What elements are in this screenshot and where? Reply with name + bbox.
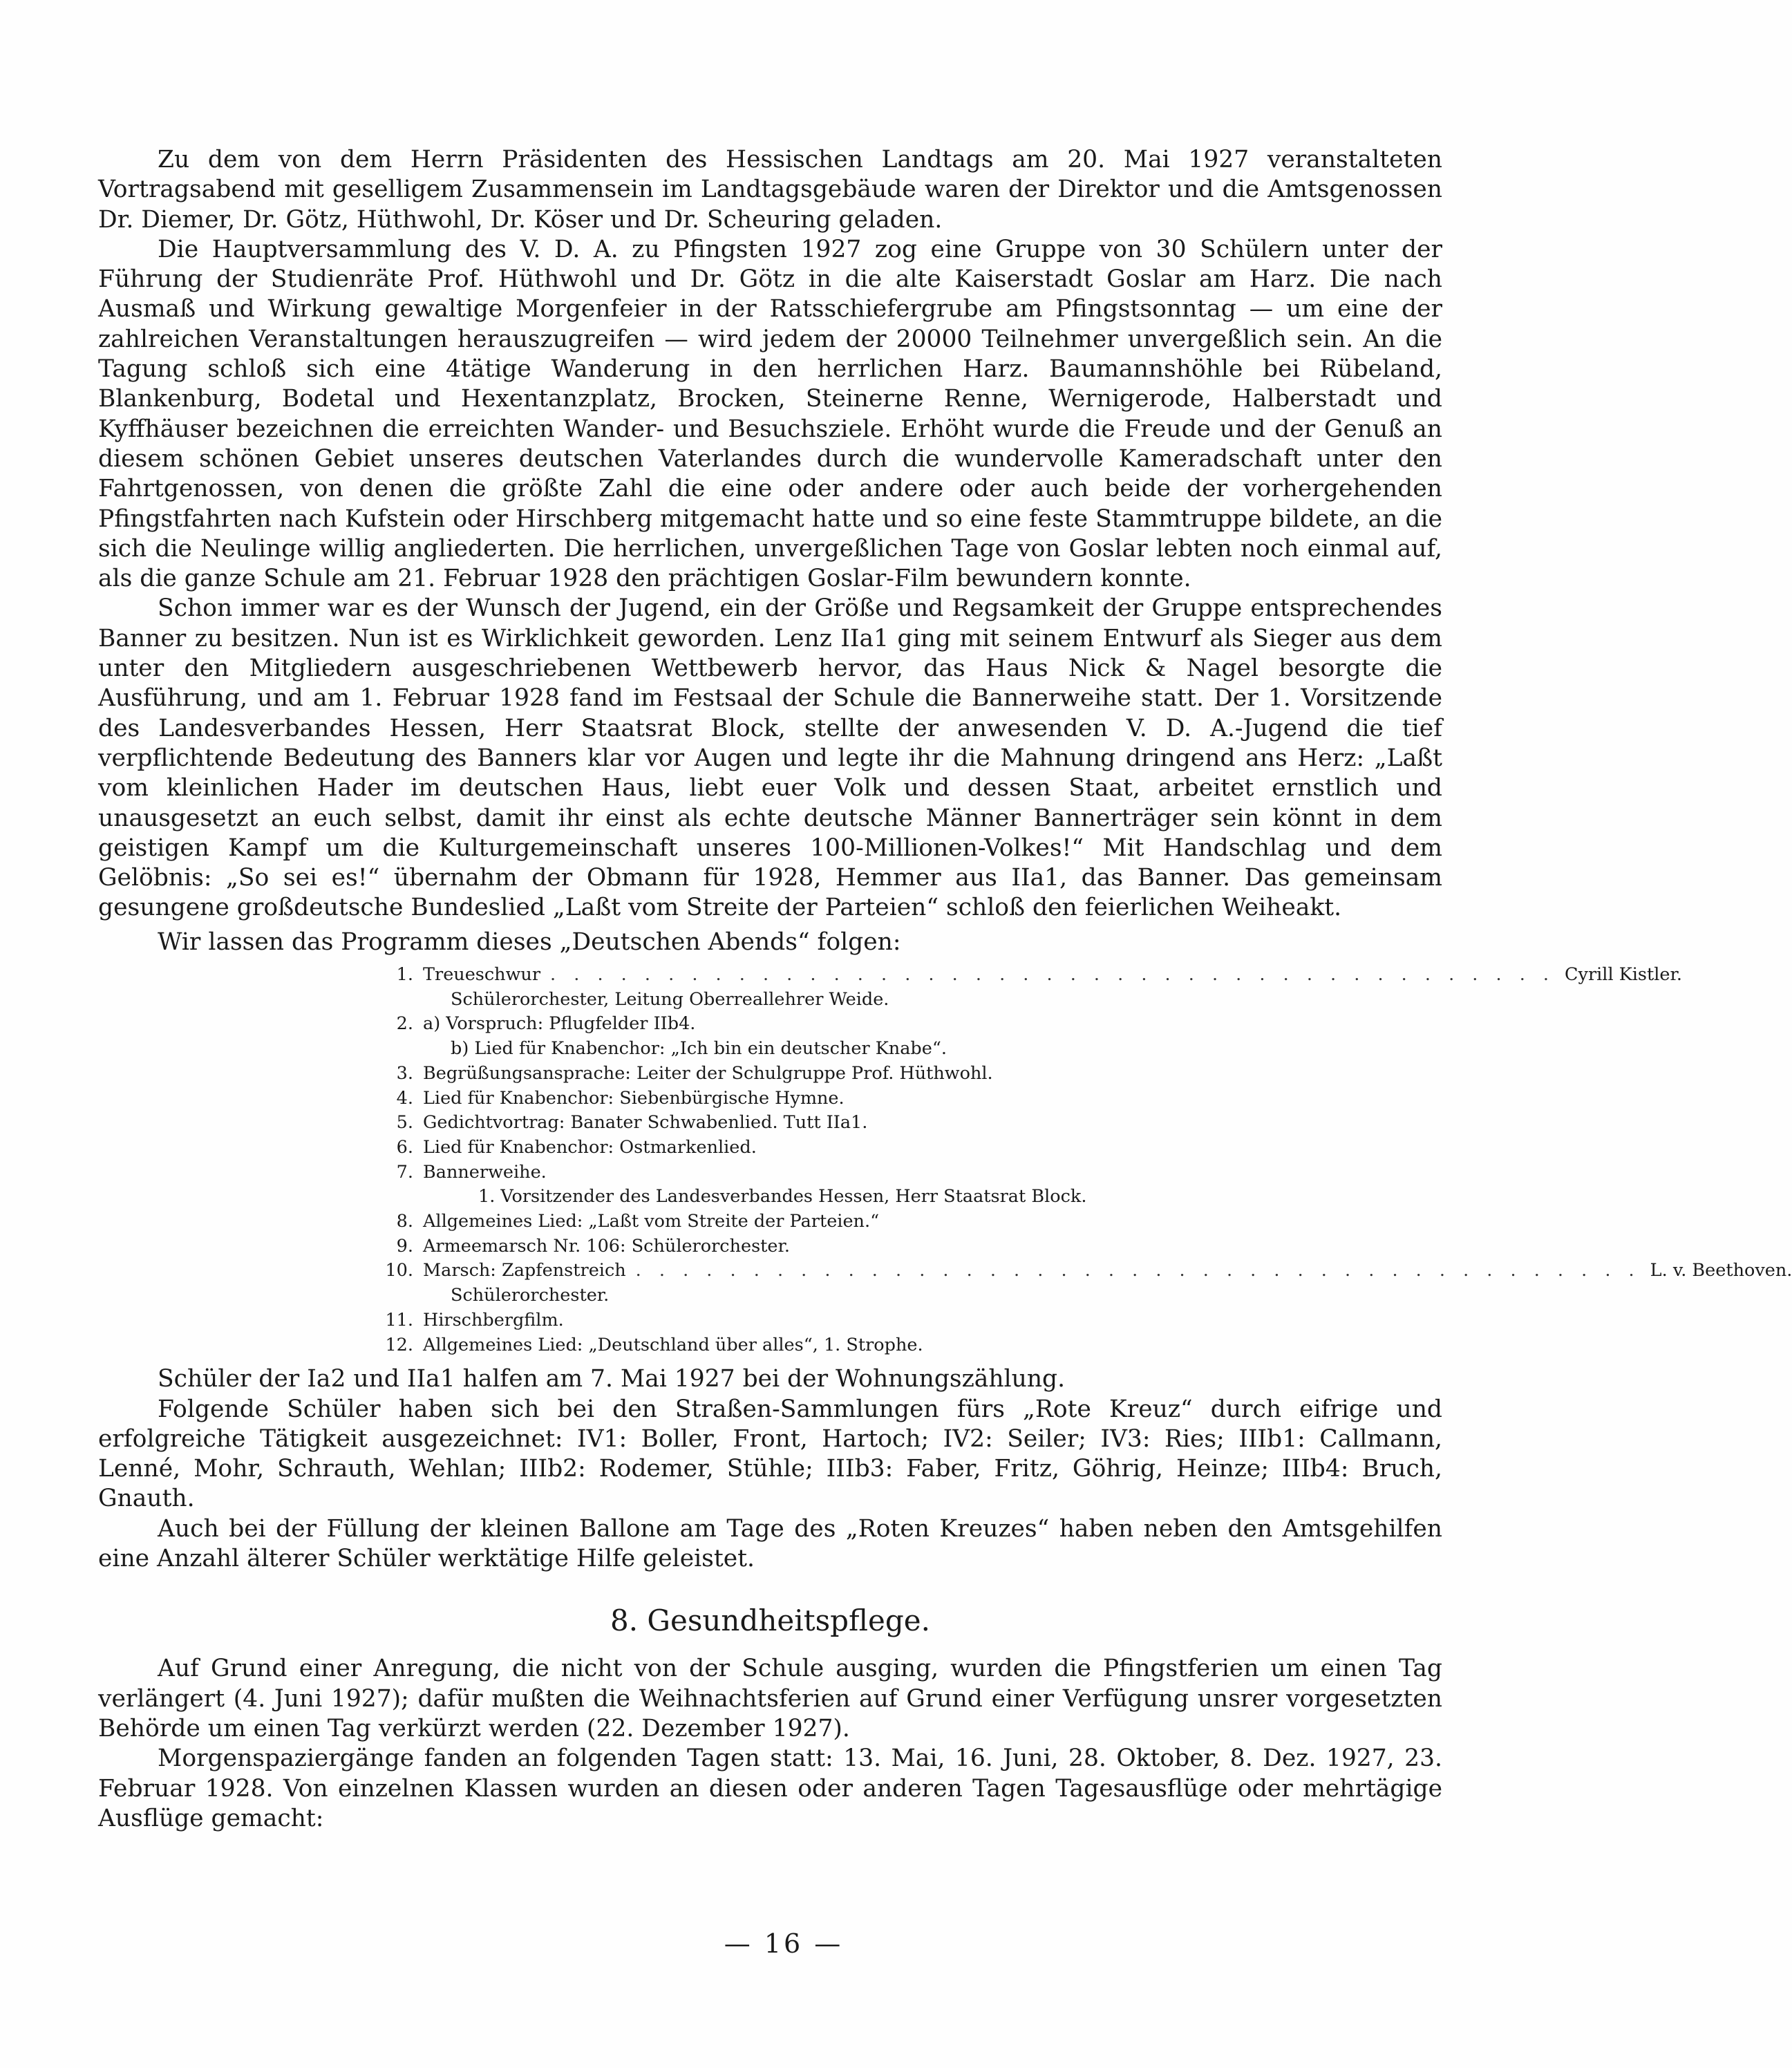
programme-number: 10. — [385, 1260, 413, 1281]
programme-title: Lied für Knabenchor: Ostmarkenlied. — [423, 1136, 757, 1158]
programme-number: 12. — [385, 1334, 413, 1355]
programme-composer: L. v. Beethoven. — [1650, 1260, 1792, 1281]
paragraph-wohnungszaehlung: Schüler der Ia2 und IIa1 halfen am 7. Mai 1927 bei der Wohnungszählung. — [158, 1365, 1066, 1393]
programme-number: 9. — [396, 1235, 413, 1257]
programme-title: Allgemeines Lied: „Laßt vom Streite der Parteien.“ — [423, 1211, 880, 1232]
programme-number: 1. — [396, 964, 413, 986]
programme-number: 3. — [396, 1062, 413, 1084]
programme-title: Begrüßungsansprache: Leiter der Schulgruppe Prof. Hüthwohl. — [423, 1062, 993, 1084]
paragraph-hauptversammlung: Die Hauptversammlung des V. D. A. zu Pfingsten 1927 zog eine Gruppe von 30 Schülern unter der Führung der Studienräte Prof. Hüthwohl und Dr. Götz in die alte Kaiserstadt Goslar am Harz. Die nach Ausmaß und Wirkung gewaltige Morgenfeier in der Ratsschiefergrube am Pfingstsonntag — um eine der zahlreichen Veranstaltungen herauszugreifen — wird jedem der 20000 Teilnehmer unvergeßlich sein. An die Tagung schloß sich eine 4tätige Wanderung in den herrlichen Harz. Baumannshöhle bei Rübeland, Blankenburg, Bodetal und Hexentanzplatz, Brocken, Steinerne Renne, Wernigerode, Halberstadt und Kyffhäuser bezeichnen die erreichten Wander- und Besuchsziele. Erhöht wurde die Freude und der Genuß an diesem schönen Gebiet unseres deutschen Vaterlandes durch die wundervolle Kameradschaft unter den Fahrtgenossen, von denen die größte Zahl die eine oder andere oder auch beide der vorhergehenden Pfingstfahrten nach Kufstein oder Hirschberg mitgemacht hatte und so eine feste Stammtruppe bildete, an die sich die Neulinge willig angliederten. Die herrlichen, unvergeßlichen Tage von Goslar lebten noch einmal auf, als die ganze Schule am 21. Februar 1928 den prächtigen Goslar-Film bewundern konnte. — [98, 235, 1442, 593]
programme-item — [375, 1234, 1294, 1259]
programme-title: Allgemeines Lied: „Deutschland über alles“, 1. Strophe. — [423, 1334, 923, 1355]
paragraph-morgenspaziergaenge: Morgenspaziergänge fanden an folgenden Tagen statt: 13. Mai, 16. Juni, 28. Oktober, 8. Dez. 1927, 23. Februar 1928. Von einzelnen Klassen wurden an diesen oder anderen Tagen Tagesausflüge oder mehrtägige Ausflüge gemacht: — [98, 1745, 1442, 1832]
programme-item — [375, 1087, 1294, 1111]
programme-number: 4. — [396, 1087, 413, 1109]
programme-number: 7. — [396, 1161, 413, 1183]
page-number: — 16 — — [724, 1928, 844, 1959]
programme-item — [375, 963, 1683, 988]
programme-title: a) Vorspruch: Pflugfelder IIb4. — [423, 1013, 696, 1035]
programme-subline: Schülerorchester. — [451, 1285, 610, 1306]
programme-composer: Cyrill Kistler. — [1565, 964, 1683, 986]
programme-title: Bannerweihe. — [423, 1161, 547, 1183]
programme-number: 6. — [396, 1136, 413, 1158]
programme-item — [375, 1333, 1294, 1358]
programme-title: Hirschbergfilm. — [423, 1309, 564, 1331]
programme-item — [375, 1012, 1294, 1037]
programme-item — [375, 1062, 1294, 1087]
programme-item — [375, 1111, 1294, 1136]
programme-list — [375, 963, 1792, 1357]
paragraph-ferien: Auf Grund einer Anregung, die nicht von der Schule ausging, wurden die Pfingstferien um einen Tag verlängert (4. Juni 1927); dafür mußten die Weihnachtsferien auf Grund einer Verfügung unsrer vorgesetzten Behörde um einen Tag verkürzt werden (22. Dezember 1927). — [98, 1655, 1442, 1742]
paragraph-programm-intro: Wir lassen das Programm dieses „Deutschen Abends“ folgen: — [158, 928, 901, 956]
programme-title: Treueschwur — [423, 964, 541, 986]
paragraph-ballone: Auch bei der Füllung der kleinen Ballone am Tage des „Roten Kreuzes“ haben neben den Amtsgehilfen eine Anzahl älterer Schüler werktätige Hilfe geleistet. — [98, 1514, 1442, 1573]
programme-item — [375, 1210, 1294, 1234]
programme-title: Gedichtvortrag: Banater Schwabenlied. Tutt IIa1. — [423, 1112, 868, 1134]
programme-subline: Schülerorchester, Leitung Oberreallehrer Weide. — [451, 988, 889, 1010]
programme-number: 11. — [385, 1309, 413, 1331]
programme-item — [375, 1136, 1294, 1160]
leader-dots — [636, 1259, 1641, 1284]
leader-dots — [550, 963, 1555, 988]
programme-subline: 1. Vorsitzender des Landesverbandes Hessen, Herr Staatsrat Block. — [478, 1186, 1087, 1207]
paragraph-banner: Schon immer war es der Wunsch der Jugend, ein der Größe und Regsamkeit der Gruppe entsprechendes Banner zu besitzen. Nun ist es Wirklichkeit geworden. Lenz IIa1 ging mit seinem Entwurf als Sieger aus dem unter den Mitgliedern ausgeschriebenen Wettbewerb hervor, das Haus Nick & Nagel besorgte die Ausführung, und am 1. Februar 1928 fand im Festsaal der Schule die Bannerweihe statt. Der 1. Vorsitzende des Landesverbandes Hessen, Herr Staatsrat Block, stellte der anwesenden V. D. A.-Jugend die tief verpflichtende Bedeutung des Banners klar vor Augen und legte ihr die Mahnung dringend ans Herz: „Laßt vom kleinlichen Hader im deutschen Haus, liebt euer Volk und dessen Staat, arbeitet ernstlich und unausgesetzt an euch selbst, damit ihr einst als echte deutsche Männer Bannerträger sein könnt in dem geistigen Kampf um die Kulturgemeinschaft unseres 100-Millionen-Volkes!“ Mit Handschlag und dem Gelöbnis: „So sei es!“ übernahm der Obmann für 1928, Hemmer aus IIa1, das Banner. Das gemeinsam gesungene großdeutsche Bundeslied „Laßt vom Streite der Parteien“ schloß den feierlichen Weiheakt. — [98, 594, 1442, 922]
programme-number: 2. — [396, 1013, 413, 1035]
programme-title: Marsch: Zapfenstreich — [423, 1260, 626, 1281]
body-text — [98, 145, 1792, 1834]
programme-item — [375, 1259, 1792, 1284]
section-heading: 8. Gesundheitspflege. — [610, 1604, 930, 1638]
programme-subline: b) Lied für Knabenchor: „Ich bin ein deutscher Knabe“. — [451, 1038, 947, 1060]
programme-number: 5. — [396, 1112, 413, 1134]
programme-number: 8. — [396, 1211, 413, 1232]
paragraph-rotes-kreuz: Folgende Schüler haben sich bei den Straßen-Sammlungen fürs „Rote Kreuz“ durch eifrige und erfolgreiche Tätigkeit ausgezeichnet: IV1: Boller, Front, Hartoch; IV2: Seiler; IV3: Ries; IIIb1: Callmann, Lenné, Mohr, Schrauth, Wehlan; IIIb2: Rodemer, Stühle; IIIb3: Faber, Fritz, Göhrig, Heinze; IIIb4: Bruch, Gnauth. — [98, 1395, 1442, 1513]
programme-title: Lied für Knabenchor: Siebenbürgische Hymne. — [423, 1087, 845, 1109]
paragraph-landtag: Zu dem von dem Herrn Präsidenten des Hessischen Landtags am 20. Mai 1927 veranstalteten Vortragsabend mit geselligem Zusammensein im Landtagsgebäude waren der Direktor und die Amtsgenossen Dr. Diemer, Dr. Götz, Hüthwohl, Dr. Köser und Dr. Scheuring geladen. — [98, 146, 1442, 234]
programme-item — [375, 1160, 1294, 1185]
programme-title: Armeemarsch Nr. 106: Schülerorchester. — [423, 1235, 791, 1257]
programme-item — [375, 1308, 1294, 1333]
